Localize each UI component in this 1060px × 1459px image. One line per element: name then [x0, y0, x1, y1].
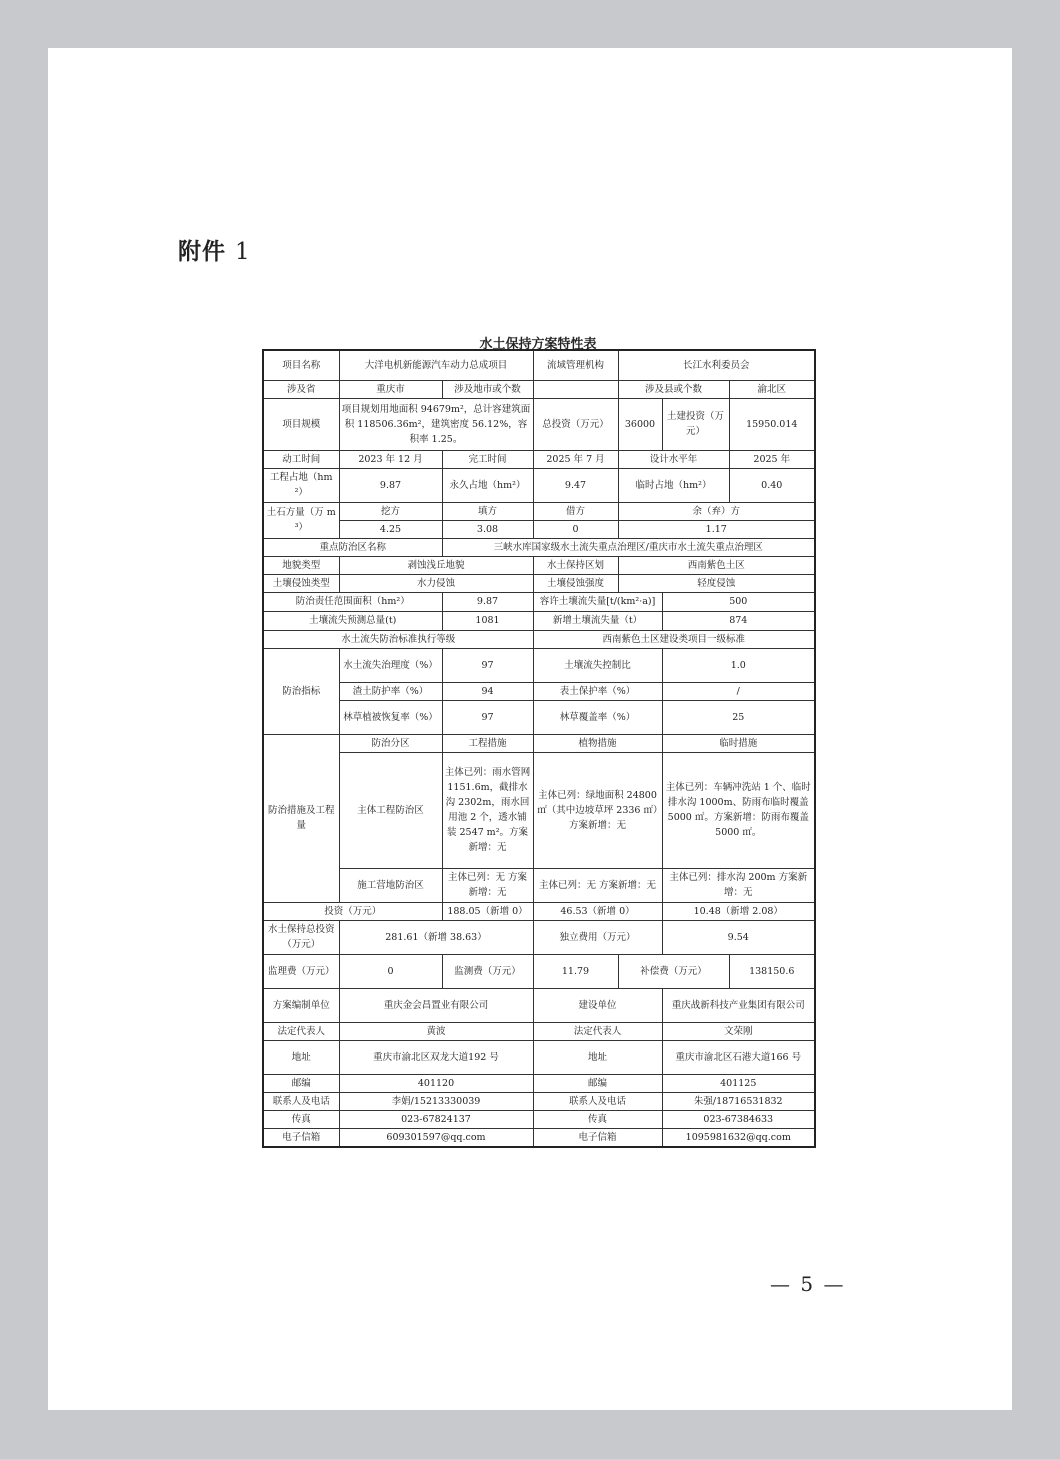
- table-row: [263, 648, 815, 682]
- label-cell: 法定代表人: [263, 1022, 339, 1040]
- table-row: [263, 1128, 815, 1147]
- table-row: [263, 592, 815, 611]
- value-cell: 9.54: [662, 920, 815, 954]
- value-cell: 97: [442, 648, 533, 682]
- value-cell: 874: [662, 611, 815, 630]
- label-cell: 土壤侵蚀强度: [533, 574, 618, 592]
- value-cell: 0.40: [729, 468, 815, 502]
- table-row: [263, 1040, 815, 1074]
- label-cell: 重点防治区名称: [263, 538, 442, 556]
- label-cell: 主体工程防治区: [339, 752, 442, 868]
- value-cell: 重庆金会昌置业有限公司: [339, 988, 533, 1022]
- label-cell: 防治责任范围面积（hm²）: [263, 592, 442, 611]
- table-row: [263, 630, 815, 648]
- label-cell: 联系人及电话: [533, 1092, 662, 1110]
- label-cell: 挖方: [339, 502, 442, 520]
- label-cell: 总投资（万元）: [533, 398, 618, 450]
- label-cell: 林草植被恢复率（%）: [339, 700, 442, 734]
- value-cell: 主体已列：无 方案新增：无: [442, 868, 533, 902]
- value-cell: 渝北区: [729, 380, 815, 398]
- label-cell: 土石方量（万 m³）: [263, 502, 339, 538]
- value-cell: 281.61（新增 38.63）: [339, 920, 533, 954]
- table-row: [263, 502, 815, 520]
- value-cell: 2023 年 12 月: [339, 450, 442, 468]
- table-row: [263, 988, 815, 1022]
- annex-label: 附件: [178, 239, 226, 265]
- table-row: [263, 1092, 815, 1110]
- value-cell: 97: [442, 700, 533, 734]
- label-cell: 地貌类型: [263, 556, 339, 574]
- value-cell: 1095981632@qq.com: [662, 1128, 815, 1147]
- label-cell: 防治措施及工程量: [263, 734, 339, 902]
- label-cell: 投资（万元）: [263, 902, 442, 920]
- header-cell: 防治分区: [339, 734, 442, 752]
- value-cell: 2025 年 7 月: [533, 450, 618, 468]
- value-cell: 94: [442, 682, 533, 700]
- table-row: [263, 1110, 815, 1128]
- value-cell: 长江水利委员会: [618, 350, 815, 380]
- label-cell: 方案编制单位: [263, 988, 339, 1022]
- label-cell: 容许土壤流失量[t/(km²·a)]: [533, 592, 662, 611]
- value-cell: 36000: [618, 398, 662, 450]
- value-cell: 主体已列：雨水管网 1151.6m，截排水沟 2302m，雨水回用池 2 个，透水铺装 2547 m²。方案新增：无: [442, 752, 533, 868]
- label-cell: 施工营地防治区: [339, 868, 442, 902]
- table-row: [263, 398, 815, 450]
- value-cell: 609301597@qq.com: [339, 1128, 533, 1147]
- table-row: [263, 920, 815, 954]
- value-cell: 2025 年: [729, 450, 815, 468]
- table-row: [263, 611, 815, 630]
- value-cell: 轻度侵蚀: [618, 574, 815, 592]
- label-cell: 土壤流失预测总量(t): [263, 611, 442, 630]
- value-cell: 项目规划用地面积 94679m²，总计容建筑面积 118506.36m²，建筑密度 56.12%，容积率 1.25。: [339, 398, 533, 450]
- table-title: 水土保持方案特性表: [479, 337, 597, 352]
- label-cell: 工程占地（hm²）: [263, 468, 339, 502]
- table-row: [263, 468, 815, 502]
- label-cell: 补偿费（万元）: [618, 954, 729, 988]
- annex-number: 1: [235, 239, 251, 265]
- label-cell: 渣土防护率（%）: [339, 682, 442, 700]
- value-cell: 西南紫色土区: [618, 556, 815, 574]
- value-cell: 重庆市渝北区双龙大道192 号: [339, 1040, 533, 1074]
- value-cell: 023-67384633: [662, 1110, 815, 1128]
- value-cell: 黄波: [339, 1022, 533, 1040]
- table-row: [263, 700, 815, 734]
- label-cell: 土壤侵蚀类型: [263, 574, 339, 592]
- value-cell: 138150.6: [729, 954, 815, 988]
- value-cell: 主体已列：绿地面积 24800 ㎡（其中边坡草坪 2336 ㎡）方案新增：无: [533, 752, 662, 868]
- value-cell: 三峡水库国家级水土流失重点治理区/重庆市水土流失重点治理区: [442, 538, 815, 556]
- value-cell: 25: [662, 700, 815, 734]
- label-cell: 永久占地（hm²）: [442, 468, 533, 502]
- value-cell: 500: [662, 592, 815, 611]
- label-cell: 传真: [263, 1110, 339, 1128]
- label-cell: 建设单位: [533, 988, 662, 1022]
- label-cell: 水土保持总投资（万元）: [263, 920, 339, 954]
- label-cell: 余（弃）方: [618, 502, 815, 520]
- document-page: [48, 48, 1012, 1410]
- label-cell: 土壤流失控制比: [533, 648, 662, 682]
- label-cell: 表土保护率（%）: [533, 682, 662, 700]
- label-cell: 监理费（万元）: [263, 954, 339, 988]
- label-cell: 电子信箱: [533, 1128, 662, 1147]
- label-cell: 完工时间: [442, 450, 533, 468]
- value-cell: 10.48（新增 2.08）: [662, 902, 815, 920]
- label-cell: 流域管理机构: [533, 350, 618, 380]
- value-cell: 1.17: [618, 520, 815, 538]
- label-cell: 独立费用（万元）: [533, 920, 662, 954]
- page-number: — 5 —: [770, 1272, 846, 1296]
- label-cell: 涉及省: [263, 380, 339, 398]
- value-cell: 剥蚀浅丘地貌: [339, 556, 533, 574]
- label-cell: 监测费（万元）: [442, 954, 533, 988]
- value-cell: 401125: [662, 1074, 815, 1092]
- value-cell: 朱强/18716531832: [662, 1092, 815, 1110]
- table-row: [263, 752, 815, 868]
- value-cell: 9.87: [339, 468, 442, 502]
- label-cell: 地址: [533, 1040, 662, 1074]
- table-row: [263, 868, 815, 902]
- label-cell: 传真: [533, 1110, 662, 1128]
- value-cell: 3.08: [442, 520, 533, 538]
- table-row: [263, 520, 815, 538]
- value-cell: 主体已列：无 方案新增：无: [533, 868, 662, 902]
- header-cell: 工程措施: [442, 734, 533, 752]
- label-cell: 联系人及电话: [263, 1092, 339, 1110]
- table-row: [263, 954, 815, 988]
- table-row: [263, 1022, 815, 1040]
- label-cell: 电子信箱: [263, 1128, 339, 1147]
- label-cell: 地址: [263, 1040, 339, 1074]
- value-cell: 水力侵蚀: [339, 574, 533, 592]
- value-cell: 188.05（新增 0）: [442, 902, 533, 920]
- value-cell: 0: [533, 520, 618, 538]
- table-row: [263, 380, 815, 398]
- label-cell: 项目名称: [263, 350, 339, 380]
- label-cell: 动工时间: [263, 450, 339, 468]
- table-row: [263, 902, 815, 920]
- value-cell: 李娟/15213330039: [339, 1092, 533, 1110]
- label-cell: 项目规模: [263, 398, 339, 450]
- label-cell: 林草覆盖率（%）: [533, 700, 662, 734]
- label-cell: 涉及地市或个数: [442, 380, 533, 398]
- label-cell: 土建投资（万元）: [662, 398, 729, 450]
- value-cell: 1081: [442, 611, 533, 630]
- value-cell: 文荣刚: [662, 1022, 815, 1040]
- value-cell: 15950.014: [729, 398, 815, 450]
- value-cell: 重庆市: [339, 380, 442, 398]
- value-cell: [533, 380, 618, 398]
- label-cell: 水土流失防治标准执行等级: [263, 630, 533, 648]
- label-cell: 临时占地（hm²）: [618, 468, 729, 502]
- value-cell: 重庆市渝北区石港大道166 号: [662, 1040, 815, 1074]
- value-cell: 9.87: [442, 592, 533, 611]
- value-cell: 西南紫色土区建设类项目一级标准: [533, 630, 815, 648]
- value-cell: 主体已列：车辆冲洗站 1 个、临时排水沟 1000m、防雨布临时覆盖 5000 ㎡。方案新增：防雨布覆盖 5000 ㎡。: [662, 752, 815, 868]
- table-row: [263, 538, 815, 556]
- label-cell: 防治指标: [263, 648, 339, 734]
- label-cell: 水土保持区划: [533, 556, 618, 574]
- value-cell: 大洋电机新能源汽车动力总成项目: [339, 350, 533, 380]
- value-cell: 9.47: [533, 468, 618, 502]
- table-row: [263, 350, 815, 380]
- value-cell: 401120: [339, 1074, 533, 1092]
- characteristics-table: [262, 349, 816, 1148]
- header-cell: 临时措施: [662, 734, 815, 752]
- value-cell: 023-67824137: [339, 1110, 533, 1128]
- value-cell: /: [662, 682, 815, 700]
- label-cell: 新增土壤流失量（t）: [533, 611, 662, 630]
- value-cell: 11.79: [533, 954, 618, 988]
- label-cell: 填方: [442, 502, 533, 520]
- table-row: [263, 574, 815, 592]
- label-cell: 借方: [533, 502, 618, 520]
- label-cell: 邮编: [263, 1074, 339, 1092]
- header-cell: 植物措施: [533, 734, 662, 752]
- table-row: [263, 450, 815, 468]
- label-cell: 涉及县或个数: [618, 380, 729, 398]
- label-cell: 法定代表人: [533, 1022, 662, 1040]
- label-cell: 设计水平年: [618, 450, 729, 468]
- value-cell: 4.25: [339, 520, 442, 538]
- table-row: [263, 682, 815, 700]
- value-cell: 1.0: [662, 648, 815, 682]
- table-row: [263, 556, 815, 574]
- annex-heading: [178, 233, 251, 266]
- value-cell: 主体已列：排水沟 200m 方案新增：无: [662, 868, 815, 902]
- value-cell: 0: [339, 954, 442, 988]
- table-row: [263, 734, 815, 752]
- label-cell: 邮编: [533, 1074, 662, 1092]
- label-cell: 水土流失治理度（%）: [339, 648, 442, 682]
- value-cell: 46.53（新增 0）: [533, 902, 662, 920]
- table-row: [263, 1074, 815, 1092]
- value-cell: 重庆战新科技产业集团有限公司: [662, 988, 815, 1022]
